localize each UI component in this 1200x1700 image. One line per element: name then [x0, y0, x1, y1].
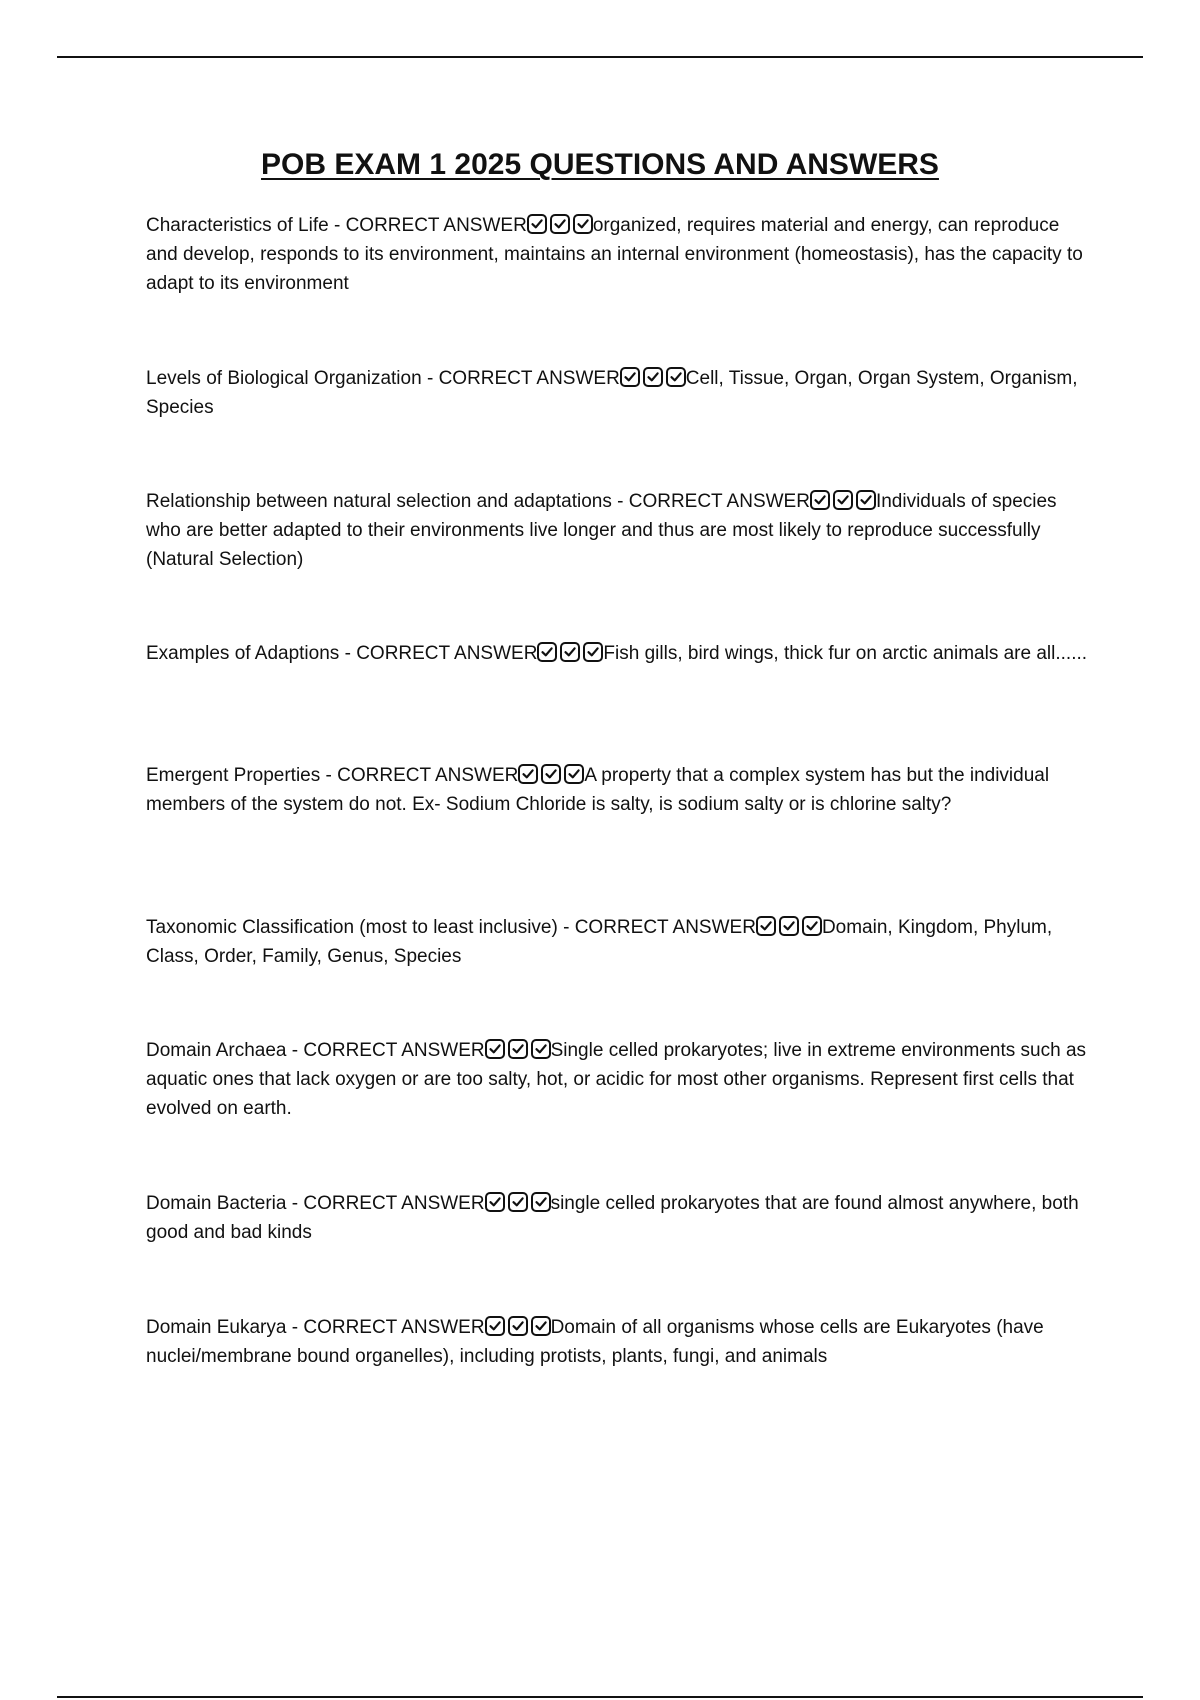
- qa-term: Examples of Adaptions: [146, 643, 340, 664]
- qa-answer: Individuals of species who are better adapted to their environments live longer and thus are most likely to reproduce successfully (Natural Selection): [146, 491, 1057, 570]
- correct-answer-label: CORRECT ANSWER: [628, 491, 810, 512]
- check-group: [485, 1193, 551, 1214]
- correct-answer-label: CORRECT ANSWER: [303, 1317, 485, 1338]
- check-box-icon: [485, 1316, 505, 1336]
- check-box-icon: [856, 490, 876, 510]
- check-box-icon: [508, 1192, 528, 1212]
- check-group: [485, 1040, 551, 1061]
- qa-separator: -: [320, 765, 338, 786]
- correct-answer-label: CORRECT ANSWER: [574, 917, 756, 938]
- check-box-icon: [531, 1039, 551, 1059]
- check-box-icon: [560, 642, 580, 662]
- qa-item: [146, 211, 1092, 298]
- check-box-icon: [541, 764, 561, 784]
- check-box-icon: [485, 1039, 505, 1059]
- qa-answer: Domain of all organisms whose cells are Eukaryotes (have nuclei/membrane bound organelles), including protists, plants, fungi, and animals: [146, 1317, 1044, 1367]
- qa-separator: -: [328, 215, 346, 236]
- qa-item: [146, 1036, 1092, 1123]
- qa-answer: Cell, Tissue, Organ, Organ System, Organism, Species: [146, 368, 1078, 418]
- qa-term: Characteristics of Life: [146, 215, 329, 236]
- check-box-icon: [485, 1192, 505, 1212]
- check-box-icon: [573, 214, 593, 234]
- check-box-icon: [531, 1192, 551, 1212]
- check-box-icon: [583, 642, 603, 662]
- check-box-icon: [756, 916, 776, 936]
- qa-item: [146, 1189, 1092, 1247]
- check-box-icon: [518, 764, 538, 784]
- check-box-icon: [508, 1316, 528, 1336]
- qa-term: Levels of Biological Organization: [146, 368, 422, 389]
- qa-separator: -: [611, 491, 629, 512]
- qa-answer: A property that a complex system has but the individual members of the system do not. Ex- Sodium Chloride is salty, is sodium salty or is chlorine salty?: [146, 765, 1050, 815]
- correct-answer-label: CORRECT ANSWER: [438, 368, 620, 389]
- qa-separator: -: [339, 643, 357, 664]
- check-group: [527, 215, 593, 236]
- check-box-icon: [779, 916, 799, 936]
- check-box-icon: [620, 367, 640, 387]
- qa-item: [146, 761, 1092, 819]
- correct-answer-label: CORRECT ANSWER: [303, 1040, 485, 1061]
- check-group: [537, 643, 603, 664]
- check-box-icon: [802, 916, 822, 936]
- qa-item: [146, 639, 1092, 668]
- qa-answer: Fish gills, bird wings, thick fur on arctic animals are all......: [603, 643, 1088, 664]
- qa-item: [146, 487, 1092, 574]
- check-box-icon: [643, 367, 663, 387]
- check-group: [518, 765, 584, 786]
- qa-answer: Single celled prokaryotes; live in extreme environments such as aquatic ones that lack oxygen or are too salty, hot, or acidic for most other organisms. Represent first cells that evolved on earth.: [146, 1040, 1087, 1119]
- check-group: [485, 1317, 551, 1338]
- check-group: [620, 368, 686, 389]
- check-box-icon: [666, 367, 686, 387]
- correct-answer-label: CORRECT ANSWER: [337, 765, 519, 786]
- qa-answer: organized, requires material and energy, can reproduce and develop, responds to its environment, maintains an internal environment (homeostasis), has the capacity to adapt to its environment: [146, 215, 1083, 294]
- correct-answer-label: CORRECT ANSWER: [345, 215, 527, 236]
- check-box-icon: [537, 642, 557, 662]
- check-box-icon: [810, 490, 830, 510]
- qa-separator: -: [421, 368, 439, 389]
- check-box-icon: [508, 1039, 528, 1059]
- top-rule: [57, 56, 1143, 58]
- qa-term: Emergent Properties: [146, 765, 321, 786]
- check-group: [810, 491, 876, 512]
- check-box-icon: [550, 214, 570, 234]
- qa-separator: -: [286, 1193, 304, 1214]
- check-group: [756, 917, 822, 938]
- qa-answer: Domain, Kingdom, Phylum, Class, Order, Family, Genus, Species: [146, 917, 1053, 967]
- qa-separator: -: [557, 917, 575, 938]
- check-box-icon: [531, 1316, 551, 1336]
- correct-answer-label: CORRECT ANSWER: [356, 643, 538, 664]
- qa-term: Domain Eukarya: [146, 1317, 287, 1338]
- qa-item: [146, 1313, 1092, 1371]
- qa-separator: -: [286, 1317, 304, 1338]
- check-box-icon: [564, 764, 584, 784]
- qa-item: [146, 913, 1092, 971]
- bottom-rule: [57, 1696, 1143, 1698]
- check-box-icon: [833, 490, 853, 510]
- correct-answer-label: CORRECT ANSWER: [303, 1193, 485, 1214]
- qa-item: [146, 364, 1092, 422]
- qa-term: Domain Bacteria: [146, 1193, 287, 1214]
- qa-answer: single celled prokaryotes that are found almost anywhere, both good and bad kinds: [146, 1193, 1079, 1243]
- qa-term: Taxonomic Classification (most to least inclusive): [146, 917, 558, 938]
- qa-term: Relationship between natural selection and adaptations: [146, 491, 612, 512]
- qa-term: Domain Archaea: [146, 1040, 287, 1061]
- qa-separator: -: [286, 1040, 304, 1061]
- page-title: POB EXAM 1 2025 QUESTIONS AND ANSWERS: [261, 148, 939, 181]
- check-box-icon: [527, 214, 547, 234]
